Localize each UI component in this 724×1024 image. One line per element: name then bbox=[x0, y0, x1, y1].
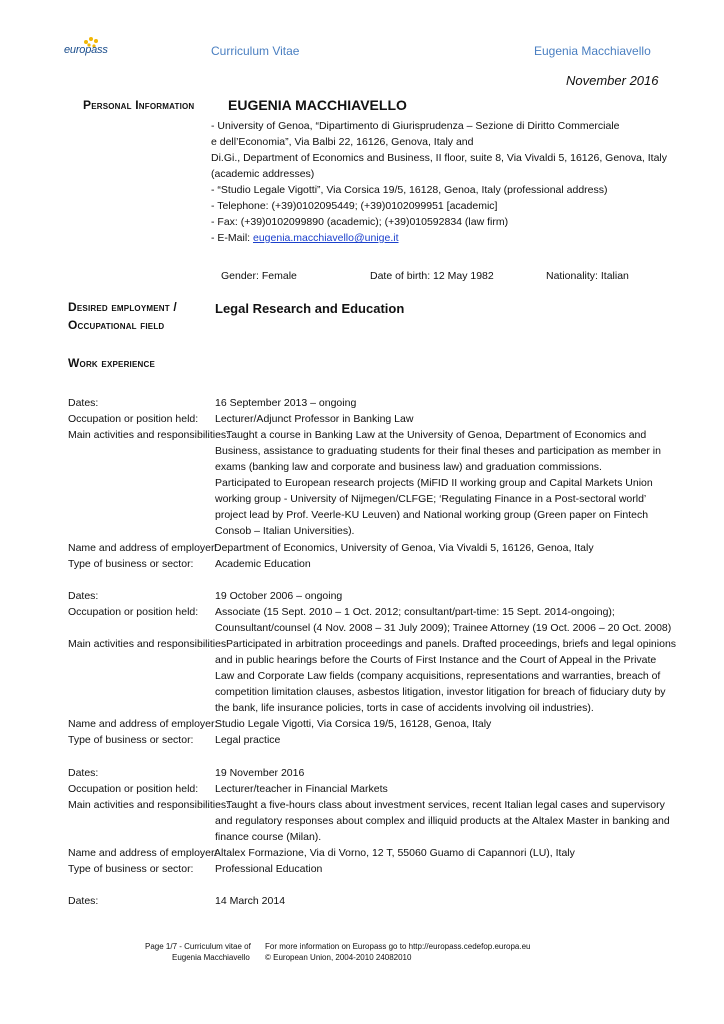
gender: Gender: Female bbox=[221, 270, 297, 282]
activities-text: project lead by Prof. Veerle-KU Leuven) and National working group (Green paper on Fintech bbox=[215, 509, 649, 521]
activities-text: Taught a course in Banking Law at the University of Genoa, Department of Economics and bbox=[226, 429, 647, 441]
sector-label: Type of business or sector: bbox=[68, 558, 194, 570]
person-name: EUGENIA MACCHIAVELLO bbox=[228, 97, 407, 113]
footer-info: For more information on Europass go to http://europass.cedefop.europa.eu bbox=[265, 942, 531, 951]
desired-employment-label: Desired employment / bbox=[68, 300, 177, 314]
employer-value: Department of Economics, University of Genoa, Via Vivaldi 5, 16126, Genoa, Italy bbox=[214, 542, 594, 554]
occupation-value: Lecturer/Adjunct Professor in Banking Law bbox=[215, 413, 414, 425]
cv-date: November 2016 bbox=[566, 73, 659, 88]
fax-line: - Fax: (+39)0102099890 (academic); (+39)010592834 (law firm) bbox=[211, 216, 509, 228]
address-line: Di.Gi., Department of Economics and Business, II floor, suite 8, Via Vivaldi 5, 16126, Genova, Italy bbox=[211, 152, 668, 164]
activities-label: Main activities and responsibilities: bbox=[68, 799, 230, 811]
employer-label: Name and address of employer: bbox=[68, 542, 218, 554]
address-line: (academic addresses) bbox=[211, 168, 315, 180]
activities-text: Taught a five-hours class about investment services, recent Italian legal cases and supervisory bbox=[226, 799, 665, 811]
email-line bbox=[211, 230, 399, 246]
date-of-birth: Date of birth: 12 May 1982 bbox=[370, 270, 494, 282]
header-title: Curriculum Vitae bbox=[211, 44, 300, 58]
activities-text: Participated to European research projects (MiFID II working group and Capital Markets Union bbox=[215, 477, 653, 489]
occupation-label: Occupation or position held: bbox=[68, 606, 199, 618]
activities-text: Law and Corporate Law fields (company acquisitions, representations and warranties, breach of bbox=[215, 670, 661, 682]
footer-copyright: © European Union, 2004-2010 24082010 bbox=[265, 953, 412, 962]
personal-info-label: Personal Information bbox=[83, 98, 195, 112]
email-link[interactable]: eugenia.macchiavello@unige.it bbox=[253, 232, 399, 244]
occupational-field-label: Occupational field bbox=[68, 318, 165, 332]
dates-label: Dates: bbox=[68, 590, 99, 602]
europass-logo bbox=[60, 36, 112, 62]
employer-label: Name and address of employer: bbox=[68, 847, 218, 859]
address-line: - “Studio Legale Vigotti”, Via Corsica 19/5, 16128, Genoa, Italy (professional address) bbox=[211, 184, 608, 196]
employer-value: Altalex Formazione, Via di Vorno, 12 T, 55060 Guamo di Capannori (LU), Italy bbox=[214, 847, 575, 859]
activities-label: Main activities and responsibilities: bbox=[68, 638, 230, 650]
footer-owner: Eugenia Macchiavello bbox=[172, 953, 250, 962]
logo-text: europass bbox=[64, 44, 108, 56]
dates-value: 19 November 2016 bbox=[215, 767, 305, 779]
activities-text: exams (banking law and corporate and business law) and graduation commissions. bbox=[215, 461, 602, 473]
sector-value: Academic Education bbox=[215, 558, 311, 570]
desired-employment-value: Legal Research and Education bbox=[215, 301, 405, 316]
activities-text: Consob – Italian Universities). bbox=[215, 525, 355, 537]
dates-value: 19 October 2006 – ongoing bbox=[215, 590, 343, 602]
activities-label: Main activities and responsibilities: bbox=[68, 429, 230, 441]
activities-text: and in public hearings before the Courts of First Instance and the Court of Appeal in the Private bbox=[215, 654, 657, 666]
activities-text: competition limitation clauses, asbestos litigation, investor litigation for breach of fiduciary duty by bbox=[215, 686, 666, 698]
telephone-line: - Telephone: (+39)0102095449; (+39)0102099951 [academic] bbox=[211, 200, 498, 212]
dates-value: 16 September 2013 – ongoing bbox=[215, 397, 357, 409]
occupation-label: Occupation or position held: bbox=[68, 783, 199, 795]
activities-text: working group - University of Nijmegen/CLFGE; ‘Regulating Finance in a Post-sectoral world’ bbox=[215, 493, 647, 505]
header-name: Eugenia Macchiavello bbox=[534, 44, 651, 58]
occupation-value: Counsultant/counsel (4 Nov. 2008 – 31 July 2009); Trainee Attorney (19 Oct. 2006 – 20 Oct. 2008) bbox=[215, 622, 672, 634]
work-experience-label: Work experience bbox=[68, 356, 156, 370]
email-prefix: - E-Mail: bbox=[211, 232, 253, 244]
sector-label: Type of business or sector: bbox=[68, 734, 194, 746]
activities-text: the bank, life insurance policies, torts in case of accidents involving oil industries). bbox=[215, 702, 594, 714]
dates-label: Dates: bbox=[68, 397, 99, 409]
address-line: e dell’Economia”, Via Balbi 22, 16126, Genova, Italy and bbox=[211, 136, 474, 148]
employer-value: Studio Legale Vigotti, Via Corsica 19/5, 16128, Genoa, Italy bbox=[215, 718, 492, 730]
activities-text: Participated in arbitration proceedings and panels. Drafted proceedings, briefs and legal opinions bbox=[226, 638, 677, 650]
employer-label: Name and address of employer: bbox=[68, 718, 218, 730]
dates-value: 14 March 2014 bbox=[215, 895, 286, 907]
activities-text: and regulatory responses about complex and illiquid products at the Altalex Master in banking and bbox=[215, 815, 670, 827]
sector-label: Type of business or sector: bbox=[68, 863, 194, 875]
nationality: Nationality: Italian bbox=[546, 270, 629, 282]
activities-text: finance course (Milan). bbox=[215, 831, 322, 843]
dates-label: Dates: bbox=[68, 767, 99, 779]
address-line: - University of Genoa, “Dipartimento di Giurisprudenza – Sezione di Diritto Commerciale bbox=[211, 120, 620, 132]
dates-label: Dates: bbox=[68, 895, 99, 907]
occupation-label: Occupation or position held: bbox=[68, 413, 199, 425]
sector-value: Professional Education bbox=[215, 863, 323, 875]
activities-text: Business, assistance to graduating students for their final theses and participation as member in bbox=[215, 445, 661, 457]
occupation-value: Associate (15 Sept. 2010 – 1 Oct. 2012; consultant/part-time: 15 Sept. 2014-ongoing); bbox=[215, 606, 615, 618]
footer-page: Page 1/7 - Curriculum vitae of bbox=[145, 942, 251, 951]
sector-value: Legal practice bbox=[215, 734, 281, 746]
occupation-value: Lecturer/teacher in Financial Markets bbox=[215, 783, 388, 795]
